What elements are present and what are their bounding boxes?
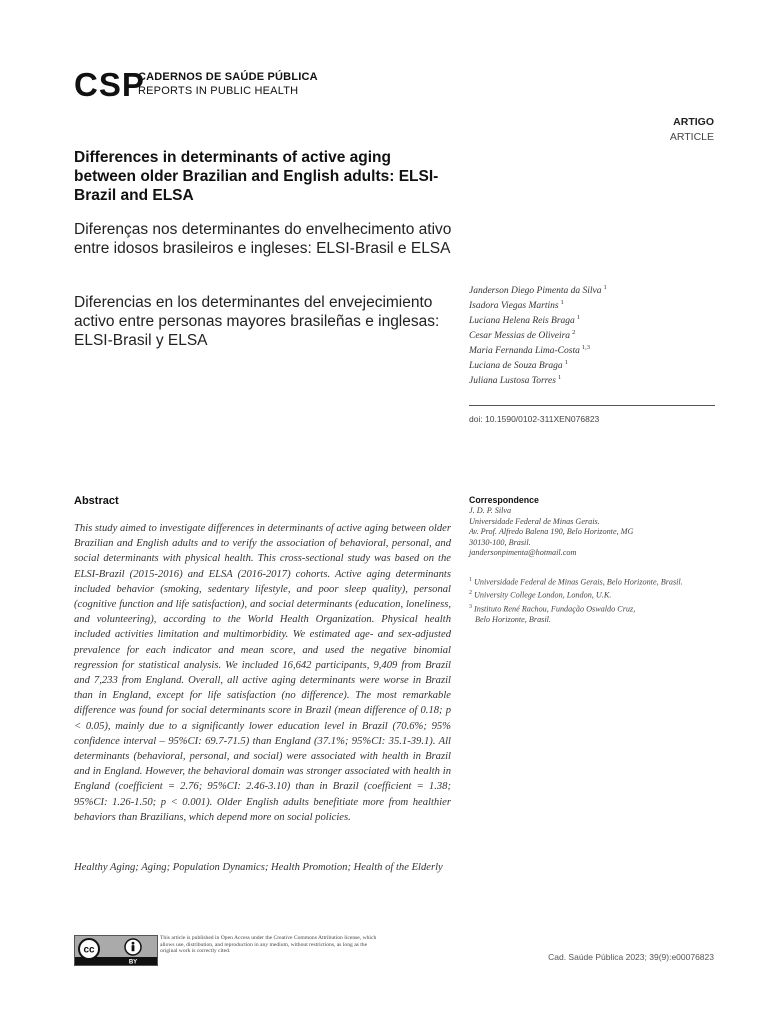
doi-link[interactable]: doi: 10.1590/0102-311XEN076823	[469, 414, 600, 424]
correspondence-line: Universidade Federal de Minas Gerais.	[469, 516, 600, 526]
author-item: Maria Fernanda Lima-Costa $^{1,3}$	[469, 344, 590, 357]
keywords: Healthy Aging; Aging; Population Dynamics; Health Promotion; Health of the Elderly	[74, 862, 443, 873]
author-list	[469, 280, 719, 385]
author-item: Janderson Diego Pimenta da Silva $^1$	[469, 284, 607, 297]
cc-by-icon	[75, 936, 157, 965]
author-item: Juliana Lustosa Torres $^1$	[469, 374, 562, 387]
doi-divider	[469, 405, 715, 406]
journal-name-pt: CADERNOS DE SAÚDE PÚBLICA	[138, 71, 318, 83]
journal-logo: CSP	[74, 66, 145, 103]
affiliation-item: $^1$ Universidade Federal de Minas Gerais, Belo Horizonte, Brasil.	[469, 577, 683, 587]
correspondence-heading: Correspondence	[469, 495, 539, 505]
title-english: Differences in determinants of active aging between older Brazilian and English adults: ELSI-Brazil and ELSA	[74, 149, 439, 204]
abstract-heading: Abstract	[74, 495, 119, 507]
correspondence-line: 30130-100, Brasil.	[469, 537, 531, 547]
article-type-pt: ARTIGO	[673, 116, 714, 128]
author-item: Luciana de Souza Braga $^1$	[469, 359, 568, 372]
affiliation-item: $^3$ Instituto René Rachou, Fundação Oswaldo Cruz,	[469, 603, 636, 614]
cc-license-badge[interactable]	[74, 935, 158, 966]
article-type-en: ARTICLE	[669, 131, 714, 143]
correspondence-block	[469, 506, 719, 559]
svg-text:BY: BY	[128, 959, 138, 965]
license-text: This article is published in Open Access under the Creative Commons Attribution license, which allows use, distribution, and reproduction in any medium, without restrictions, as long as the original work is correctly cited.	[160, 935, 377, 955]
correspondence-line: J. D. P. Silva	[469, 506, 512, 515]
citation-footer: Cad. Saúde Pública 2023; 39(9):e00076823	[548, 952, 714, 962]
affiliation-item: $^2$ University College London, London, U.K.	[469, 590, 612, 601]
title-spanish: Diferencias en los determinantes del envejecimiento activo entre personas mayores brasileñas e inglesas: ELSI-Brasil y ELSA	[74, 294, 440, 349]
correspondence-email[interactable]: jandersonpimenta@hotmail.com	[469, 548, 577, 558]
author-item: Luciana Helena Reis Braga $^1$	[469, 314, 581, 327]
author-item: Isadora Viegas Martins $^1$	[469, 299, 564, 312]
affiliation-item: Belo Horizonte, Brasil.	[475, 614, 551, 624]
author-item: Cesar Messias de Oliveira $^2$	[469, 329, 576, 342]
journal-name-en: REPORTS IN PUBLIC HEALTH	[138, 85, 299, 97]
affiliations	[469, 575, 719, 626]
correspondence-line: Av. Prof. Alfredo Balena 190, Belo Horizonte, MG	[469, 527, 634, 537]
title-portuguese: Diferenças nos determinantes do envelhecimento ativo entre idosos brasileiros e ingleses: ELSI-Brasil e ELSA	[74, 221, 452, 257]
abstract-text: This study aimed to investigate differences in determinants of active aging between older Brazilian and English adults and to verify the association of behavioral, personal, and social determinants with physical health. This cross-sectional study was based on the ELSI-Brazil (2015-2016) and ELSA (2016-2017) cohorts. Active aging determinants included behavior (smoking, sedentary lifestyle, and poor sleep quality), personal (cognitive function and life satisfaction), and social determinants (education, loneliness, and volunteering), according to the World Health Organization. Physical health included activities limitation and multimorbidity. We estimated age- and sex-adjusted prevalence for each indicator and mean score, and used the negative binomial regression for statistical analysis. We included 16,642 participants, 9,409 from Brazil and 7,233 from England. Overall, all active aging determinants were worse in Brazil than in England, except for life satisfaction (no difference). The most remarkable difference was found for social determinants score in Brazil (mean difference of 0.18; p < 0.05), mainly due to a significantly lower education level in Brazil (70.6%; 95% confidence interval – 95%CI: 69.7-71.5) than England (37.1%; 95%CI: 35.1-39.1). All determinants (behavioral, personal, and social) were associated with health in Brazil and in England. However, the behavioral domain was stronger associated with health in England (coefficient = 2.76; 95%CI: 2.46-3.10) than in Brazil (coefficient = 1.38; 95%CI: 1.26-1.50; p < 0.001). Older English adults benefitiate more from healthier behaviors than Brazilians, which depend more on social policies.	[74, 523, 451, 823]
svg-text:cc: cc	[83, 944, 95, 956]
